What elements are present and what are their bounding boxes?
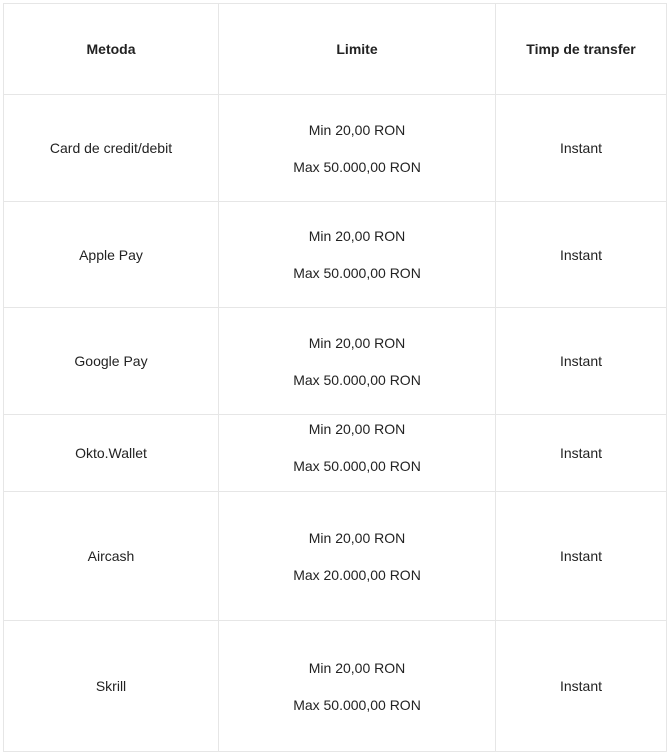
limit-min: Min 20,00 RON: [308, 529, 406, 546]
table-row: [4, 415, 667, 492]
limits-cell: [219, 492, 496, 621]
limit-max: Max 50.000,00 RON: [293, 265, 421, 281]
limits-cell: [219, 308, 496, 415]
method-cell: Skrill: [4, 621, 219, 752]
payment-methods-table: [3, 3, 667, 752]
method-cell: Aircash: [4, 492, 219, 621]
method-cell: Apple Pay: [4, 202, 219, 308]
transfer-time-cell: Instant: [496, 95, 667, 202]
limits-cell: [219, 202, 496, 308]
limits-block: [219, 121, 495, 176]
table-row: [4, 308, 667, 415]
method-cell: Google Pay: [4, 308, 219, 415]
limits-cell: [219, 415, 496, 492]
limits-cell: [219, 95, 496, 202]
limit-min: Min 20,00 RON: [308, 659, 406, 676]
limit-min: Min 20,00 RON: [308, 121, 406, 138]
limits-block: [219, 334, 495, 389]
limits-cell: [219, 621, 496, 752]
header-method: Metoda: [4, 4, 219, 95]
transfer-time-cell: Instant: [496, 202, 667, 308]
limit-max: Max 50.000,00 RON: [293, 371, 421, 388]
limits-block: [219, 529, 495, 584]
table-body: [4, 95, 667, 752]
limit-max: Max 50.000,00 RON: [293, 158, 421, 175]
transfer-time-cell: Instant: [496, 415, 667, 492]
table-row: [4, 492, 667, 621]
method-cell: Card de credit/debit: [4, 95, 219, 202]
limit-min: Min 20,00 RON: [308, 228, 406, 244]
limits-block: [219, 420, 495, 475]
limit-max: Max 20.000,00 RON: [293, 566, 421, 583]
limit-max: Max 50.000,00 RON: [293, 696, 421, 713]
table-row: [4, 621, 667, 752]
limit-max: Max 50.000,00 RON: [293, 458, 421, 474]
limit-min: Min 20,00 RON: [308, 334, 406, 351]
header-transfer-time: Timp de transfer: [496, 4, 667, 95]
limits-block: [219, 659, 495, 714]
method-cell: Okto.Wallet: [4, 415, 219, 492]
transfer-time-cell: Instant: [496, 492, 667, 621]
transfer-time-cell: Instant: [496, 308, 667, 415]
limit-min: Min 20,00 RON: [308, 421, 406, 437]
header-row: [4, 4, 667, 95]
header-limits: Limite: [219, 4, 496, 95]
limits-block: [219, 227, 495, 282]
transfer-time-cell: Instant: [496, 621, 667, 752]
table-row: [4, 95, 667, 202]
table-header: [4, 4, 667, 95]
table-row: [4, 202, 667, 308]
